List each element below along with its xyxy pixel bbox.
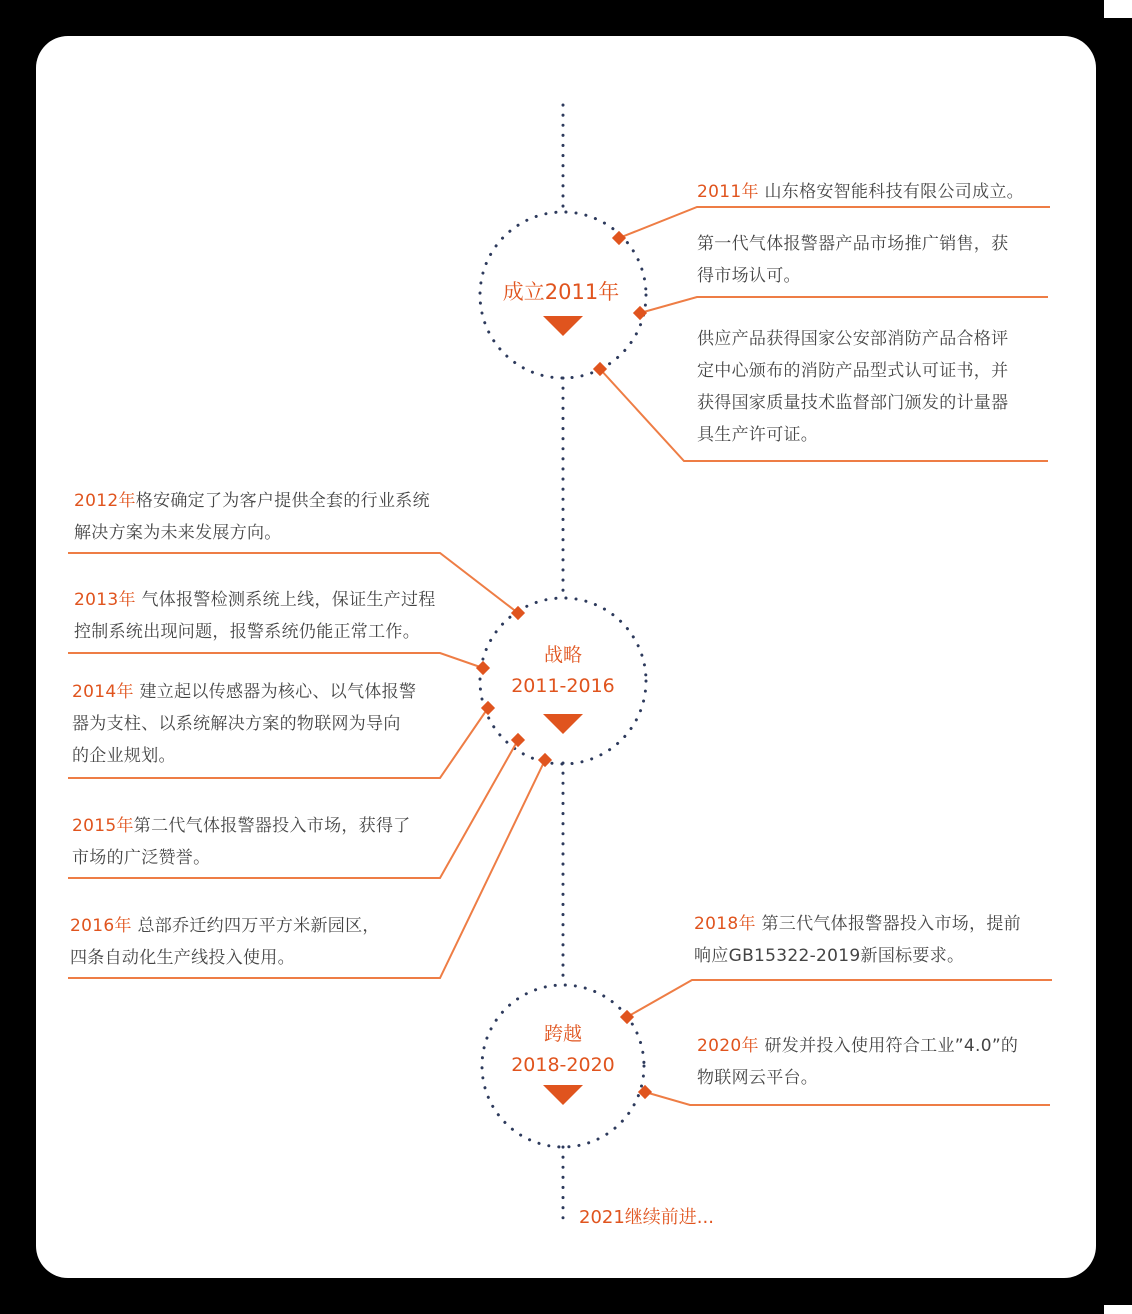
event-2020: 2020年 研发并投入使用符合工业”4.0”的 物联网云平台。 [697, 1036, 1019, 1088]
event-2015: 2015年第二代气体报警器投入市场，获得了 市场的广泛赞誉。 [72, 816, 411, 868]
event-2011-first-gen: 第一代气体报警器产品市场推广销售，获 得市场认可。 [697, 234, 1009, 286]
arrow-down-icon [543, 316, 583, 336]
event-2012: 2012年格安确定了为客户提供全套的行业系统 解决方案为未来发展方向。 [74, 491, 430, 543]
event-2013: 2013年 气体报警检测系统上线，保证生产过程 控制系统出现问题，报警系统仍能正常工作。 [74, 590, 436, 642]
event-2016: 2016年 总部乔迁约四万平方米新园区， 四条自动化生产线投入使用。 [70, 916, 380, 968]
event-2011-founded: 2011年 山东格安智能科技有限公司成立。 [697, 182, 1024, 202]
event-2014: 2014年 建立起以传感器为核心、以气体报警 器为支柱、以系统解决方案的物联网为导向 的企业规划。 [72, 682, 417, 766]
node-label-founding: 成立2011年 [502, 280, 620, 304]
event-2018: 2018年 第三代气体报警器投入市场，提前 响应GB15322-2019新国标要求。 [694, 914, 1021, 966]
arrow-down-icon [543, 1085, 583, 1105]
event-2011-certification: 供应产品获得国家公安部消防产品合格评 定中心颁布的消防产品型式认可证书，并 获得国家质量技术监督部门颁发的计量器 具生产许可证。 [697, 329, 1009, 445]
continue-label: 2021继续前进... [579, 1207, 714, 1228]
node-label-strategy: 战略 2011-2016 [511, 644, 615, 697]
node-label-leap: 跨越 2018-2020 [511, 1023, 615, 1076]
arrow-down-icon [543, 714, 583, 734]
